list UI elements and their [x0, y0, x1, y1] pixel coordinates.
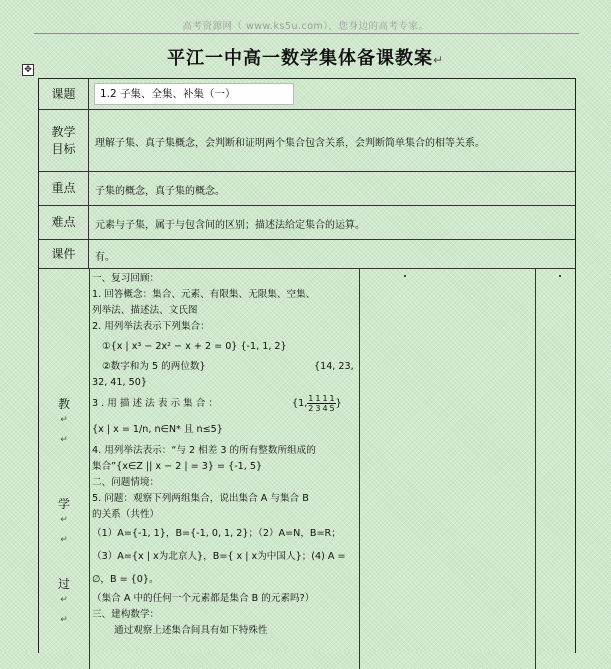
fraction-numerator: 1 [308, 393, 314, 403]
row-courseware [39, 240, 575, 269]
process-label-mark-6: ↵ [60, 615, 68, 625]
process-line: 三、建构数学： [92, 609, 160, 620]
fraction-numerator: 1 [329, 393, 335, 403]
process-line: （1）A={-1, 1}，B={-1, 0, 1, 2}；（2）A=N，B=R； [92, 528, 341, 539]
row-key [39, 172, 575, 206]
process-label-char-2: 学 [57, 497, 70, 511]
set-prefix: {1, [292, 398, 308, 409]
topic-label: 课题 [39, 79, 89, 109]
process-notes-cell [360, 269, 536, 669]
process-line: 通过观察上述集合间具有如下特殊性 [114, 625, 268, 636]
difficulty-value: 元素与子集，属于与包含间的区别；描述法给定集合的运算。 [95, 220, 365, 231]
topic-field[interactable]: 1.2 子集、全集、补集（一） [94, 83, 294, 105]
page-title [0, 44, 611, 70]
process-line: ②数字和为 5 的两位数} [102, 361, 206, 372]
goals-label [39, 110, 89, 171]
goals-label-line2: 目标 [51, 141, 76, 156]
row-difficulty [39, 206, 575, 240]
process-line: 二、问题情境： [92, 477, 160, 488]
process-label-mark-1: ↵ [60, 415, 68, 425]
process-label-mark-4: ↵ [60, 535, 68, 545]
process-line-wrap [92, 391, 357, 417]
title-main: 高一数学集体备课教案 [242, 48, 433, 69]
title-school: 平江一中 [166, 48, 243, 69]
process-line: 列举法、描述法、文氏图 [92, 305, 198, 316]
fraction [307, 394, 314, 413]
row-goals [39, 110, 575, 172]
process-line: 4. 用列举法表示：“与 2 相差 3 的所有整数所组成的 [92, 445, 316, 456]
process-line: 32, 41, 50} [92, 377, 147, 388]
process-label-mark-3: ↵ [60, 515, 68, 525]
fraction-numerator: 1 [315, 393, 321, 403]
goals-label-line1: 教学 [51, 124, 76, 139]
process-line: （3）A={x | x为北京人}，B={ x | x为中国人}；(4) A = [92, 551, 346, 562]
process-line: {x | x = 1/n, n∈N* 且 n≤5} [92, 424, 223, 435]
fraction-denominator: 3 [315, 403, 321, 413]
courseware-label: 课件 [39, 240, 89, 268]
process-label-char-3: 过 [57, 577, 70, 591]
fraction-denominator: 5 [329, 403, 335, 413]
row-topic [39, 79, 575, 110]
goals-value: 理解子集、真子集概念，会判断和证明两个集合包含关系，会判断简单集合的相等关系。 [95, 138, 485, 149]
process-line: ∅，B = {0}。 [92, 574, 159, 585]
process-line: 1. 回答概念：集合、元素、有限集、无限集、空集、 [92, 289, 316, 300]
set-with-fractions [292, 391, 342, 417]
header-divider [34, 33, 579, 34]
process-line: 3 . 用 描 述 法 表 示 集 合 ： [92, 398, 218, 409]
cell-marker [404, 275, 406, 277]
process-line: {14, 23, [314, 361, 354, 372]
fraction [329, 394, 336, 413]
process-label-mark-5: ↵ [60, 595, 68, 605]
process-line: 的关系（共性） [92, 509, 160, 520]
process-line: 一、复习回顾： [92, 273, 160, 284]
process-line: ①{x | x³ − 2x² − x + 2 = 0} {-1, 1, 2} [102, 341, 287, 352]
process-line: （集合 A 中的任何一个元素都是集合 B 的元素吗?） [92, 593, 315, 604]
fraction-numerator: 1 [322, 393, 328, 403]
set-suffix: } [335, 398, 342, 409]
process-line: 5. 问题：观察下列两组集合，说出集合 A 与集合 B [92, 493, 309, 504]
lesson-table [38, 78, 576, 653]
fraction-denominator: 2 [308, 403, 314, 413]
process-content [92, 271, 357, 639]
fraction-denominator: 4 [322, 403, 328, 413]
process-label-mark-2: ↵ [60, 435, 68, 445]
difficulty-label: 难点 [39, 206, 89, 239]
title-paragraph-mark: ↵ [432, 53, 445, 67]
key-label: 重点 [39, 172, 89, 205]
site-header: 高考资源网（ www.ks5u.com），您身边的高考专家。 [182, 21, 429, 32]
process-label-char-1: 教 [57, 397, 70, 411]
cell-marker [559, 275, 561, 277]
process-line-wrap [92, 359, 357, 375]
fraction [321, 394, 328, 413]
process-line: 集合”{x∈Z || x − 2 | = 3} = {-1, 5} [92, 461, 263, 472]
courseware-value: 有。 [95, 252, 115, 263]
key-value: 子集的概念，真子集的概念。 [95, 186, 225, 197]
table-move-handle-icon[interactable]: ✥ [22, 64, 34, 76]
process-line: 2. 用列举法表示下列集合： [92, 321, 210, 332]
fraction [314, 394, 321, 413]
row-process [39, 269, 575, 669]
